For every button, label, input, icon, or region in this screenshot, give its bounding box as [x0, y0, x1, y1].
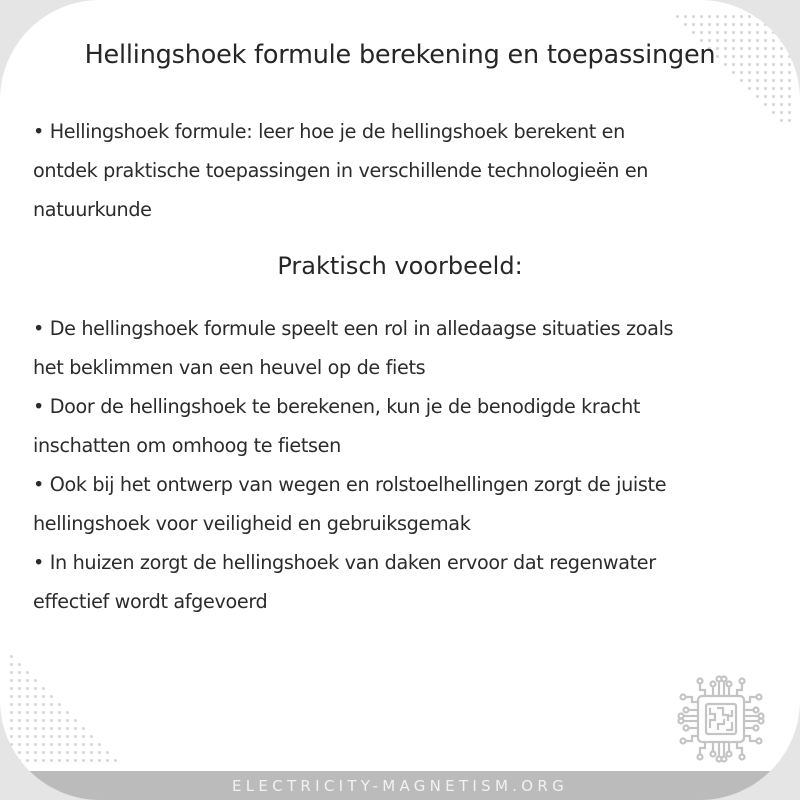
examples-list: [33, 309, 773, 621]
dot: [772, 71, 775, 74]
dot: [26, 679, 29, 682]
dot: [26, 703, 29, 706]
dot: [50, 751, 53, 754]
dot: [42, 759, 45, 762]
intro-line: • Hellingshoek formule: leer hoe je de hellingshoek berekent en: [33, 120, 625, 143]
dot: [18, 735, 21, 738]
dot: [676, 15, 679, 18]
dot: [764, 103, 767, 106]
dot: [18, 663, 21, 666]
dot: [74, 759, 77, 762]
dot: [780, 103, 783, 106]
dot: [780, 79, 783, 82]
dot: [692, 31, 695, 34]
dot: [106, 751, 109, 754]
dot: [106, 759, 109, 762]
dot: [10, 719, 13, 722]
dot: [788, 15, 791, 18]
dot: [772, 15, 775, 18]
example-line: • De hellingshoek formule speelt een rol in alledaagse situaties zoals: [33, 317, 674, 340]
dot: [724, 23, 727, 26]
dot: [700, 31, 703, 34]
dot: [788, 87, 791, 90]
dot: [740, 23, 743, 26]
dot: [764, 95, 767, 98]
dot: [66, 735, 69, 738]
dot: [10, 735, 13, 738]
dot: [780, 23, 783, 26]
dot: [42, 695, 45, 698]
dot: [764, 79, 767, 82]
dot: [66, 719, 69, 722]
dot: [764, 71, 767, 74]
dot: [82, 743, 85, 746]
dot: [82, 759, 85, 762]
circuit-chip-icon: [676, 674, 766, 764]
dot: [10, 679, 13, 682]
dot: [10, 759, 13, 762]
dot: [732, 15, 735, 18]
dot: [684, 15, 687, 18]
dot: [66, 727, 69, 730]
dot: [780, 95, 783, 98]
dot: [788, 79, 791, 82]
dot: [18, 759, 21, 762]
dot: [692, 23, 695, 26]
example-line: hellingshoek voor veiligheid en gebruiksgemak: [33, 512, 471, 535]
dot: [764, 15, 767, 18]
dot: [684, 23, 687, 26]
dot: [780, 111, 783, 114]
dot: [26, 727, 29, 730]
dot: [26, 751, 29, 754]
dot: [756, 31, 759, 34]
dot: [756, 87, 759, 90]
dot: [788, 95, 791, 98]
dot: [708, 31, 711, 34]
dot: [772, 23, 775, 26]
dot: [732, 31, 735, 34]
dot: [780, 87, 783, 90]
dot: [18, 703, 21, 706]
dot: [114, 759, 117, 762]
dot: [34, 735, 37, 738]
dot: [18, 671, 21, 674]
dot: [58, 759, 61, 762]
dot: [74, 743, 77, 746]
dot: [34, 751, 37, 754]
dot: [66, 711, 69, 714]
dot: [34, 719, 37, 722]
dot: [724, 15, 727, 18]
dot: [42, 727, 45, 730]
dot: [34, 703, 37, 706]
dot: [58, 703, 61, 706]
dot: [756, 79, 759, 82]
dot: [756, 15, 759, 18]
example-line: • In huizen zorgt de hellingshoek van daken ervoor dat regenwater: [33, 551, 656, 574]
dot: [18, 695, 21, 698]
dot: [772, 31, 775, 34]
dot: [50, 735, 53, 738]
dot: [10, 663, 13, 666]
dot: [18, 751, 21, 754]
dot: [66, 759, 69, 762]
example-line: • Ook bij het ontwerp van wegen en rolstoelhellingen zorgt de juiste: [33, 473, 667, 496]
dot: [10, 671, 13, 674]
dot: [772, 103, 775, 106]
dot: [26, 687, 29, 690]
dot: [772, 95, 775, 98]
dot: [764, 31, 767, 34]
dot: [58, 711, 61, 714]
dot: [90, 751, 93, 754]
dot: [58, 719, 61, 722]
dot: [748, 71, 751, 74]
dot: [10, 687, 13, 690]
dot: [756, 95, 759, 98]
dot: [748, 15, 751, 18]
dot: [748, 79, 751, 82]
dot: [780, 31, 783, 34]
dot: [692, 15, 695, 18]
dot: [42, 735, 45, 738]
dot: [82, 735, 85, 738]
dot: [50, 759, 53, 762]
dot: [18, 743, 21, 746]
dot: [788, 31, 791, 34]
dot: [66, 751, 69, 754]
dot: [42, 687, 45, 690]
dot: [10, 727, 13, 730]
example-line: inschatten om omhoog te fietsen: [33, 434, 341, 457]
dot: [74, 719, 77, 722]
dot: [50, 727, 53, 730]
dot: [10, 743, 13, 746]
dot: [764, 87, 767, 90]
dot: [50, 719, 53, 722]
dot: [98, 751, 101, 754]
dot: [10, 703, 13, 706]
dot: [10, 751, 13, 754]
dot: [82, 751, 85, 754]
dot: [50, 743, 53, 746]
dot: [10, 655, 13, 658]
dot: [708, 23, 711, 26]
dot: [780, 15, 783, 18]
dot: [732, 23, 735, 26]
dot: [18, 687, 21, 690]
dot: [18, 719, 21, 722]
dot: [780, 119, 783, 122]
dot: [34, 743, 37, 746]
dot: [756, 23, 759, 26]
dot: [26, 719, 29, 722]
dot: [34, 727, 37, 730]
dot: [764, 23, 767, 26]
dot: [26, 735, 29, 738]
dot: [732, 71, 735, 74]
dot: [740, 71, 743, 74]
dot: [42, 743, 45, 746]
dot: [34, 711, 37, 714]
dot: [708, 15, 711, 18]
dot: [772, 87, 775, 90]
dot: [26, 695, 29, 698]
dot: [90, 743, 93, 746]
example-line: het beklimmen van een heuvel op de fiets: [33, 356, 426, 379]
dot: [10, 711, 13, 714]
dot: [90, 735, 93, 738]
dot: [58, 727, 61, 730]
page-title: Hellingshoek formule berekening en toepassingen: [84, 40, 716, 70]
dot: [10, 695, 13, 698]
footer-site-name: ELECTRICITY-MAGNETISM.ORG: [231, 777, 569, 795]
dot: [26, 671, 29, 674]
dot: [772, 79, 775, 82]
dot: [788, 103, 791, 106]
dot: [50, 695, 53, 698]
intro-line: ontdek praktische toepassingen in verschillende technologieën en: [33, 159, 649, 182]
dot: [26, 759, 29, 762]
dot: [26, 743, 29, 746]
dot: [34, 695, 37, 698]
dot: [58, 735, 61, 738]
intro-line: natuurkunde: [33, 198, 152, 221]
dot: [748, 87, 751, 90]
dot: [716, 23, 719, 26]
dot: [74, 751, 77, 754]
example-line: • Door de hellingshoek te berekenen, kun je de benodigde kracht: [33, 395, 641, 418]
dot: [42, 719, 45, 722]
dot: [42, 703, 45, 706]
footer-band: [0, 771, 800, 800]
dot: [74, 727, 77, 730]
dot: [42, 751, 45, 754]
dot: [34, 687, 37, 690]
dot: [780, 71, 783, 74]
dot: [50, 711, 53, 714]
dot: [18, 711, 21, 714]
dot: [90, 759, 93, 762]
dot: [724, 31, 727, 34]
dot: [740, 31, 743, 34]
dot: [58, 743, 61, 746]
dot: [34, 759, 37, 762]
dot: [740, 79, 743, 82]
dot: [716, 31, 719, 34]
dot: [756, 71, 759, 74]
dot: [26, 711, 29, 714]
dot: [66, 743, 69, 746]
dot: [788, 23, 791, 26]
dot: [740, 15, 743, 18]
dot: [18, 679, 21, 682]
dot: [788, 119, 791, 122]
section-heading: Praktisch voorbeeld:: [277, 252, 523, 280]
dot: [18, 727, 21, 730]
dot: [98, 743, 101, 746]
dot: [50, 703, 53, 706]
dot: [58, 751, 61, 754]
dot: [700, 23, 703, 26]
dot: [716, 15, 719, 18]
dot: [748, 31, 751, 34]
example-line: effectief wordt afgevoerd: [33, 590, 268, 613]
dot: [788, 111, 791, 114]
dot: [788, 71, 791, 74]
dot: [42, 711, 45, 714]
dot: [82, 727, 85, 730]
dot: [98, 759, 101, 762]
dot: [700, 15, 703, 18]
dot: [748, 23, 751, 26]
intro-paragraph: [33, 112, 773, 229]
dot: [74, 735, 77, 738]
dot: [34, 679, 37, 682]
